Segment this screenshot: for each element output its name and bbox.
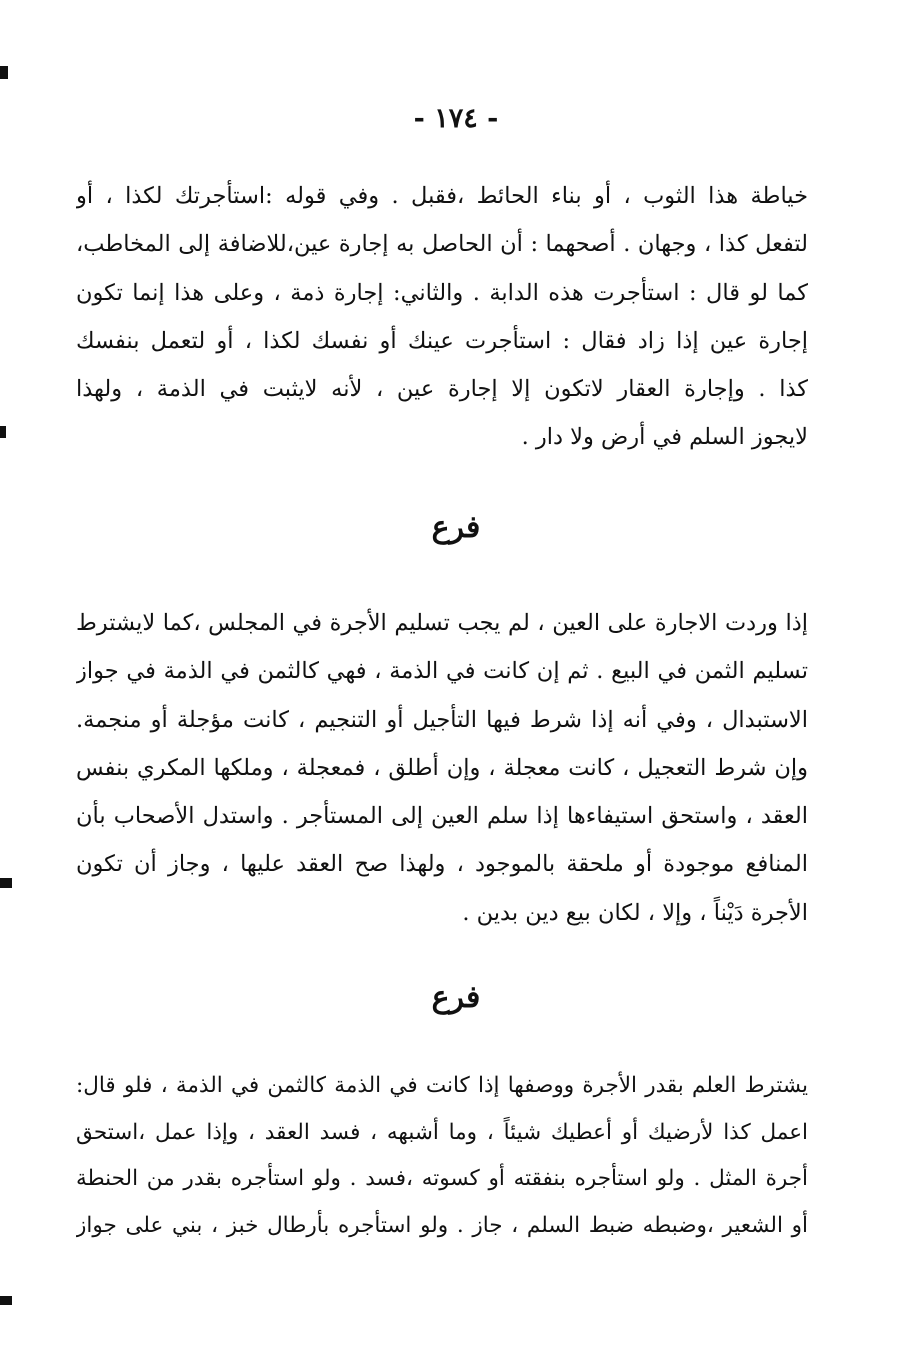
text-line: المنافع موجودة أو ملحقة بالموجود ، ولهذا صح العقد عليها ، وجاز أن تكون [76, 851, 808, 878]
binding-mark [0, 66, 8, 79]
text-line: إذا وردت الاجارة على العين ، لم يجب تسليم الأجرة في المجلس ،كما لايشترط [76, 610, 808, 636]
text-line: الاستبدال ، وفي أنه إذا شرط فيها التأجيل أو التنجيم ، كانت مؤجلة أو منجمة. [76, 706, 808, 733]
text-line: العقد ، واستحق استيفاءها إذا سلم العين إلى المستأجر . واستدل الأصحاب بأن [76, 803, 808, 830]
binding-mark [0, 426, 6, 438]
binding-mark [0, 1296, 12, 1305]
paragraph [76, 1063, 808, 1249]
text-line: كما لو قال : استأجرت هذه الدابة . والثاني: إجارة ذمة ، وعلى هذا إنما تكون [76, 279, 808, 306]
text-line: كذا . وإجارة العقار لاتكون إلا إجارة عين ، لأنه لايثبت في الذمة ، ولهذا [76, 376, 808, 403]
section-heading: فرع [431, 510, 481, 545]
text-line: الأجرة دَيْناً ، وإلا ، لكان بيع دين بدين . [462, 899, 808, 926]
page-number: - ١٧٤ - [413, 103, 499, 134]
text-line: لتفعل كذا ، وجهان . أصحهما : أن الحاصل به إجارة عين،للاضافة إلى المخاطب، [76, 231, 808, 258]
text-line: اعمل كذا لأرضيك أو أعطيك شيئاً ، وما أشبهه ، فسد العقد ، وإذا عمل ،استحق [76, 1119, 808, 1145]
text-line: أو الشعير ،وضبطه ضبط السلم ، جاز . ولو استأجره بأرطال خبز ، بني على جواز [76, 1212, 808, 1238]
binding-mark [0, 878, 12, 888]
text-line: لايجوز السلم في أرض ولا دار . [521, 424, 808, 451]
text-line: تسليم الثمن في البيع . ثم إن كانت في الذمة ، فهي كالثمن في الذمة في جواز [76, 658, 808, 685]
text-line: يشترط العلم بقدر الأجرة ووصفها إذا كانت في الذمة كالثمن في الذمة ، فلو قال: [76, 1073, 808, 1098]
section-heading: فرع [431, 980, 481, 1015]
paragraph [76, 172, 808, 462]
text-line: وإن شرط التعجيل ، كانت معجلة ، وإن أطلق ، فمعجلة ، وملكها المكري بنفس [76, 754, 808, 781]
text-line: أجرة المثل . ولو استأجره بنفقته أو كسوته ،فسد . ولو استأجره بقدر من الحنطة [76, 1166, 808, 1191]
text-line: إجارة عين إذا زاد فقال : استأجرت عينك أو نفسك لكذا ، أو لتعمل بنفسك [76, 327, 808, 354]
paragraph [76, 599, 808, 937]
text-line: خياطة هذا الثوب ، أو بناء الحائط ،فقبل . وفي قوله :استأجرتك لكذا ، أو [76, 183, 808, 209]
